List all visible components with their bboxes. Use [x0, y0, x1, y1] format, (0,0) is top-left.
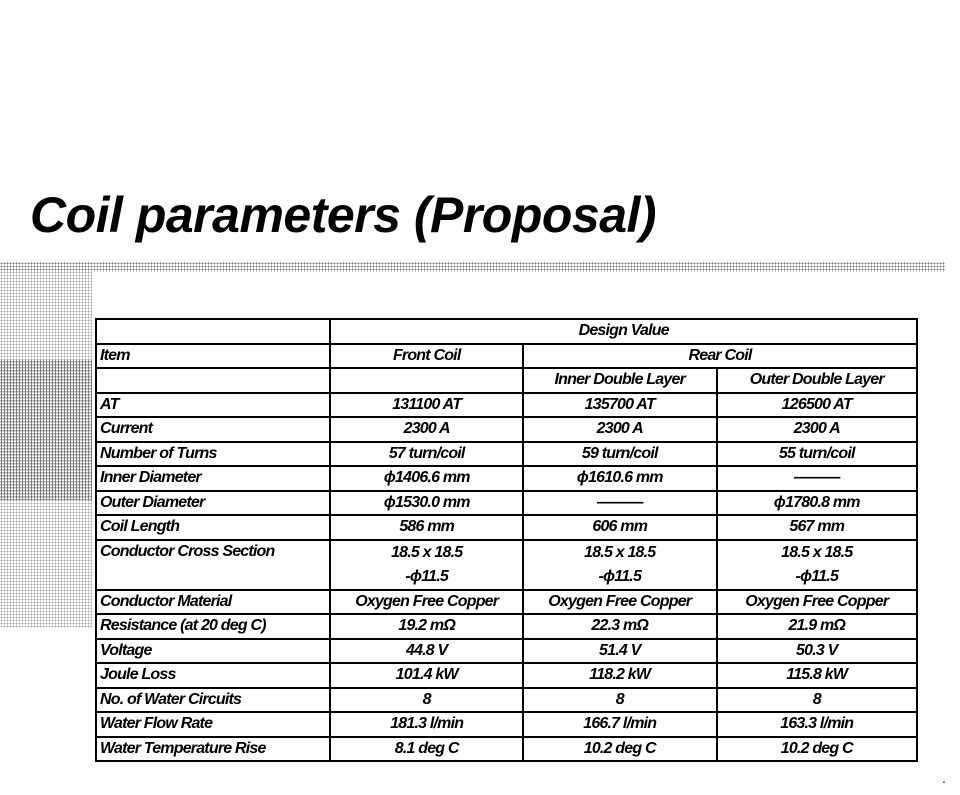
table-row [96, 712, 917, 737]
row-inner-value [523, 540, 717, 590]
row-outer-value: 50.3 V [717, 639, 917, 664]
row-item-label: Water Flow Rate [96, 712, 330, 737]
row-outer-value: 21.9 mΩ [717, 614, 917, 639]
row-outer-value: 567 mm [717, 515, 917, 540]
cross-section-hole: -ϕ11.5 [598, 567, 642, 585]
row-front-value: Oxygen Free Copper [330, 590, 523, 615]
trailing-mark: . [942, 770, 946, 786]
header-blank [330, 368, 523, 393]
row-outer-value: 2300 A [717, 417, 917, 442]
title-rule [0, 262, 945, 272]
row-inner-value: 606 mm [523, 515, 717, 540]
row-front-value: ϕ1530.0 mm [330, 491, 523, 516]
halftone-decoration-dark [0, 360, 92, 500]
table-row [96, 442, 917, 467]
table-row [96, 737, 917, 762]
table-row [96, 639, 917, 664]
header-row-layers [96, 368, 917, 393]
row-outer-value: 115.8 kW [717, 663, 917, 688]
cross-section-hole: -ϕ11.5 [795, 567, 839, 585]
header-item: Item [96, 344, 330, 369]
row-front-value: 2300 A [330, 417, 523, 442]
table-row [96, 466, 917, 491]
table-row [96, 614, 917, 639]
coil-parameters-table [95, 318, 918, 762]
row-outer-value: Oxygen Free Copper [717, 590, 917, 615]
header-row-coils [96, 344, 917, 369]
header-front-coil: Front Coil [330, 344, 523, 369]
row-front-value: 131100 AT [330, 393, 523, 418]
row-inner-value: 51.4 V [523, 639, 717, 664]
row-inner-value: ——— [523, 491, 717, 516]
table-row [96, 491, 917, 516]
row-item-label: Conductor Material [96, 590, 330, 615]
row-outer-value: ——— [717, 466, 917, 491]
cross-section-dimensions: 18.5 x 18.5 [781, 543, 853, 561]
row-inner-value: 166.7 l/min [523, 712, 717, 737]
row-inner-value: 8 [523, 688, 717, 713]
table-row [96, 688, 917, 713]
table-row-cross-section [96, 540, 917, 590]
row-outer-value: 10.2 deg C [717, 737, 917, 762]
row-inner-value: ϕ1610.6 mm [523, 466, 717, 491]
row-item-label: Conductor Cross Section [96, 540, 330, 590]
header-rear-coil: Rear Coil [523, 344, 917, 369]
row-front-value: 181.3 l/min [330, 712, 523, 737]
row-outer-value: ϕ1780.8 mm [717, 491, 917, 516]
row-item-label: Inner Diameter [96, 466, 330, 491]
row-front-value: ϕ1406.6 mm [330, 466, 523, 491]
row-outer-value [717, 540, 917, 590]
row-outer-value: 163.3 l/min [717, 712, 917, 737]
header-outer-layer: Outer Double Layer [717, 368, 917, 393]
row-item-label: Resistance (at 20 deg C) [96, 614, 330, 639]
row-item-label: Current [96, 417, 330, 442]
row-front-value: 44.8 V [330, 639, 523, 664]
row-inner-value: 22.3 mΩ [523, 614, 717, 639]
row-item-label: AT [96, 393, 330, 418]
row-inner-value: Oxygen Free Copper [523, 590, 717, 615]
row-item-label: No. of Water Circuits [96, 688, 330, 713]
row-item-label: Water Temperature Rise [96, 737, 330, 762]
row-inner-value: 59 turn/coil [523, 442, 717, 467]
header-row-design-value [96, 319, 917, 344]
header-blank [96, 319, 330, 344]
row-front-value: 101.4 kW [330, 663, 523, 688]
header-blank [96, 368, 330, 393]
row-item-label: Number of Turns [96, 442, 330, 467]
table-row [96, 393, 917, 418]
row-front-value: 57 turn/coil [330, 442, 523, 467]
table-row [96, 663, 917, 688]
row-front-value: 19.2 mΩ [330, 614, 523, 639]
row-front-value: 586 mm [330, 515, 523, 540]
table-row [96, 417, 917, 442]
row-outer-value: 55 turn/coil [717, 442, 917, 467]
cross-section-dimensions: 18.5 x 18.5 [584, 543, 656, 561]
slide-title: Coil parameters (Proposal) [30, 187, 657, 243]
table-row [96, 515, 917, 540]
cross-section-hole: -ϕ11.5 [405, 567, 449, 585]
row-item-label: Outer Diameter [96, 491, 330, 516]
row-inner-value: 118.2 kW [523, 663, 717, 688]
row-outer-value: 126500 AT [717, 393, 917, 418]
row-front-value: 8.1 deg C [330, 737, 523, 762]
row-front-value [330, 540, 523, 590]
row-outer-value: 8 [717, 688, 917, 713]
header-inner-layer: Inner Double Layer [523, 368, 717, 393]
row-inner-value: 10.2 deg C [523, 737, 717, 762]
row-inner-value: 135700 AT [523, 393, 717, 418]
row-front-value: 8 [330, 688, 523, 713]
header-design-value: Design Value [330, 319, 917, 344]
table-row [96, 590, 917, 615]
row-inner-value: 2300 A [523, 417, 717, 442]
row-item-label: Joule Loss [96, 663, 330, 688]
row-item-label: Voltage [96, 639, 330, 664]
row-item-label: Coil Length [96, 515, 330, 540]
cross-section-dimensions: 18.5 x 18.5 [391, 543, 463, 561]
